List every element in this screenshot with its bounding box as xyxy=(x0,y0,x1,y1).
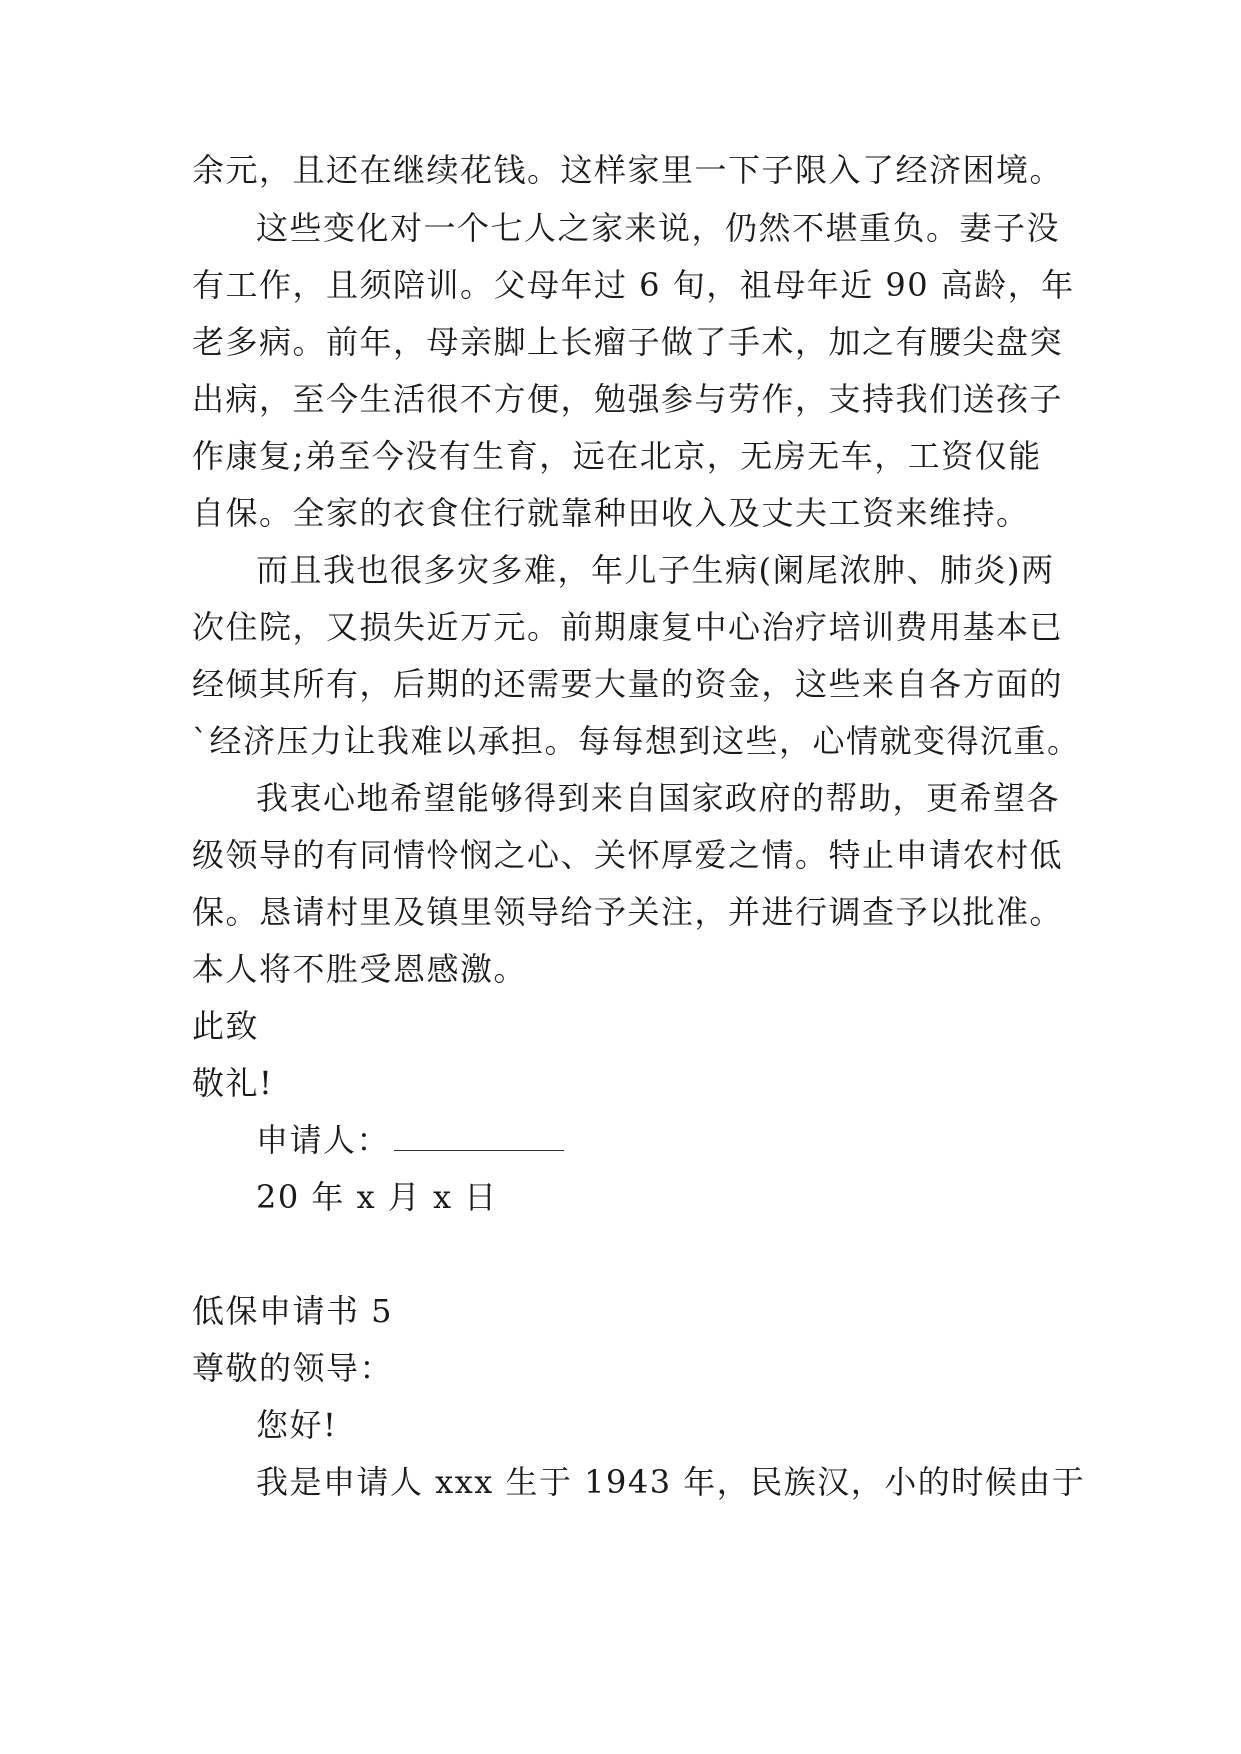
paragraph-2-line-4: 出病，至今生活很不方便，勉强参与劳作，支持我们送孩子 xyxy=(192,380,1064,418)
paragraph-4-line-3: 保。恳请村里及镇里领导给予关注，并进行调查予以批准。 xyxy=(192,893,1064,931)
paragraph-3-line-4: `经济压力让我难以承担。每每想到这些，心情就变得沉重。 xyxy=(192,722,1081,760)
paragraph-4-line-2: 级领导的有同情怜悯之心、关怀厚爱之情。特止申请农村低 xyxy=(192,836,1064,874)
salutation: 尊敬的领导： xyxy=(192,1349,394,1387)
paragraph-3-line-1: 而且我也很多灾多难，年儿子生病(阑尾浓肿、肺炎)两 xyxy=(256,551,1055,589)
applicant-line xyxy=(256,1120,1136,1160)
paragraph-4-line-4: 本人将不胜受恩感激。 xyxy=(192,950,528,988)
date-line: 20 年 x 月 x 日 xyxy=(256,1178,498,1216)
applicant-signature-blank xyxy=(394,1124,564,1151)
paragraph-1-line-1: 余元，且还在继续花钱。这样家里一下子限入了经济困境。 xyxy=(192,151,1064,189)
greeting: 您好! xyxy=(256,1406,338,1444)
paragraph-3-line-2: 次住院，又损失近万元。前期康复中心治疗培训费用基本已 xyxy=(192,608,1064,646)
paragraph-2-line-5: 作康复;弟至今没有生育，远在北京，无房无车，工资仅能 xyxy=(192,437,1042,475)
paragraph-3-line-3: 经倾其所有，后期的还需要大量的资金，这些来自各方面的 xyxy=(192,665,1064,703)
paragraph-2-line-1: 这些变化对一个七人之家来说，仍然不堪重负。妻子没 xyxy=(256,209,1061,247)
closing-ci-zhi: 此致 xyxy=(192,1007,260,1045)
intro-line: 我是申请人 xxx 生于 1943 年，民族汉，小的时候由于 xyxy=(256,1463,1086,1501)
applicant-label: 申请人： xyxy=(256,1121,391,1159)
closing-jing-li: 敬礼! xyxy=(192,1064,274,1102)
paragraph-2-line-2: 有工作，且须陪训。父母年过 6 旬，祖母年近 90 高龄，年 xyxy=(192,266,1075,304)
paragraph-2-line-3: 老多病。前年，母亲脚上长瘤子做了手术，加之有腰尖盘突 xyxy=(192,323,1064,361)
paragraph-4-line-1: 我衷心地希望能够得到来自国家政府的帮助，更希望各 xyxy=(256,779,1061,817)
next-section-title: 低保申请书 5 xyxy=(192,1292,394,1330)
paragraph-2-line-6: 自保。全家的衣食住行就靠种田收入及丈夫工资来维持。 xyxy=(192,494,1030,532)
